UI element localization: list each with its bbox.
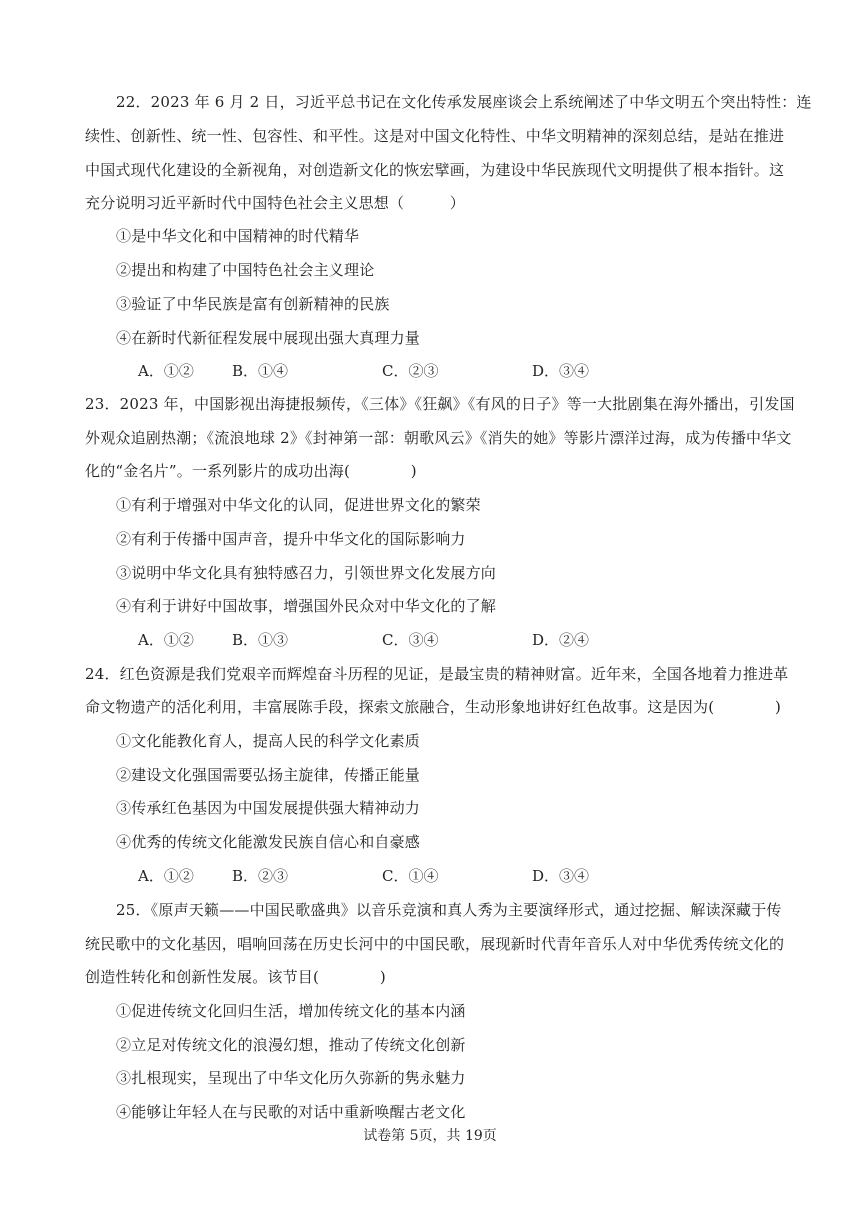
q25-option-1: ①促进传统文化回归生活，增加传统文化的基本内涵 — [116, 1002, 466, 1020]
q24-choice-b: B．②③ — [232, 867, 289, 885]
q22-option-1: ①是中华文化和中国精神的时代精华 — [116, 227, 360, 245]
q23-line-2: 外观众追剧热潮；《流浪地球 2》《封神第一部：朝歌风云》《消失的她》等影片漂洋过海，成为传播中华文 — [85, 429, 792, 447]
q23-choice-d: D．②④ — [532, 631, 590, 649]
q22-choice-d: D．③④ — [532, 362, 590, 380]
q23-choice-c: C．③④ — [382, 631, 439, 649]
q23-option-4: ④有利于讲好中国故事，增强国外民众对中华文化的了解 — [116, 597, 497, 615]
q22-line-4: 充分说明习近平新时代中国特色社会主义思想（ ） — [85, 194, 466, 212]
q23-choice-b: B．①③ — [232, 631, 289, 649]
q22-line-2: 续性、创新性、统一性、包容性、和平性。这是对中国文化特性、中华文明精神的深刻总结，是站在推进 — [85, 127, 785, 145]
q25-line-2: 统民歌中的文化基因，唱响回荡在历史长河中的中国民歌，展现新时代青年音乐人对中华优秀传统文化的 — [85, 935, 785, 953]
q24-option-3: ③传承红色基因为中国发展提供强大精神动力 — [116, 799, 421, 817]
q22-choice-c: C．②③ — [382, 362, 439, 380]
q25-line-1: 25．《原声天籁——中国民歌盛典》以音乐竞演和真人秀为主要演绎形式，通过挖掘、解读深藏于传 — [116, 901, 782, 919]
q25-option-2: ②立足对传统文化的浪漫幻想，推动了传统文化创新 — [116, 1036, 466, 1054]
q24-choice-d: D．③④ — [532, 867, 590, 885]
q23-line-3: 化的“金名片”。一系列影片的成功出海( ) — [85, 462, 417, 480]
page-footer: 试卷第 5页，共 19页 — [363, 1128, 497, 1144]
q22-choice-a: A．①② — [138, 362, 194, 380]
q23-choice-a: A．①② — [138, 631, 194, 649]
q25-line-3: 创造性转化和创新性发展。该节目( ) — [85, 968, 386, 986]
q23-line-1: 23．2023 年，中国影视出海捷报频传，《三体》《狂飙》《有风的日子》等一大批剧集在海外播出，引发国 — [85, 395, 795, 413]
q24-choice-c: C．①④ — [382, 867, 439, 885]
q25-option-4: ④能够让年轻人在与民歌的对话中重新唤醒古老文化 — [116, 1103, 466, 1121]
q24-choice-a: A．①② — [138, 867, 194, 885]
q24-option-4: ④优秀的传统文化能激发民族自信心和自豪感 — [116, 833, 421, 851]
q22-option-2: ②提出和构建了中国特色社会主义理论 — [116, 261, 375, 279]
q22-line-1: 22．2023 年 6 月 2 日，习近平总书记在文化传承发展座谈会上系统阐述了中华文明五个突出特性：连 — [116, 93, 812, 111]
q23-option-2: ②有利于传播中国声音，提升中华文化的国际影响力 — [116, 530, 466, 548]
q22-option-3: ③验证了中华民族是富有创新精神的民族 — [116, 295, 390, 313]
q24-line-2: 命文物遗产的活化利用，丰富展陈手段，探索文旅融合，生动形象地讲好红色故事。这是因为( ) — [85, 698, 782, 716]
q22-option-4: ④在新时代新征程发展中展现出强大真理力量 — [116, 329, 421, 347]
q24-option-2: ②建设文化强国需要弘扬主旋律，传播正能量 — [116, 766, 421, 784]
q22-line-3: 中国式现代化建设的全新视角，对创造新文化的恢宏擘画，为建设中华民族现代文明提供了根本指针。这 — [85, 161, 785, 179]
q24-option-1: ①文化能教化育人，提高人民的科学文化素质 — [116, 732, 421, 750]
q23-option-1: ①有利于增强对中华文化的认同，促进世界文化的繁荣 — [116, 496, 481, 514]
q24-line-1: 24．红色资源是我们党艰辛而辉煌奋斗历程的见证，是最宝贵的精神财富。近年来，全国各地着力推进革 — [85, 665, 789, 683]
q22-choice-b: B．①④ — [232, 362, 289, 380]
q25-option-3: ③扎根现实，呈现出了中华文化历久弥新的隽永魅力 — [116, 1069, 466, 1087]
q23-option-3: ③说明中华文化具有独特感召力，引领世界文化发展方向 — [116, 564, 497, 582]
